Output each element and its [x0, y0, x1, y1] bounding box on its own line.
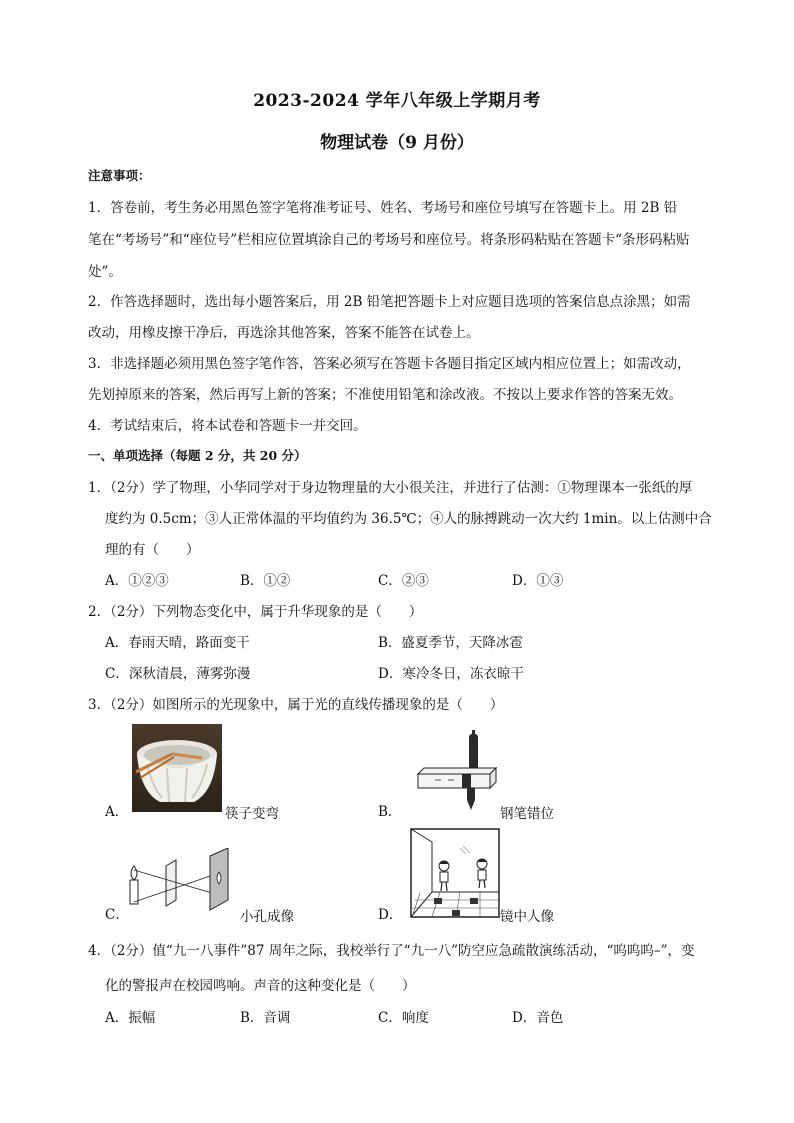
note-4: 4．考试结束后，将本试卷和答题卡一并交回。 — [88, 418, 367, 434]
q1-line-3: 理的有（ ） — [105, 542, 200, 558]
notes-heading: 注意事项： — [88, 168, 151, 183]
q2-option-d: D．寒冷冬日，冻衣晾干 — [378, 666, 524, 682]
q1-line-2: 度约为 0.5cm；③人正常体温的平均值约为 36.5℃；④人的脉搏跳动一次大约 1min。以上估测中合 — [105, 511, 712, 527]
note-3-line-2: 先划掉原来的答案，然后再写上新的答案；不准使用铅笔和涂改液。不按以上要求作答的答案无效。 — [88, 387, 682, 403]
exam-subtitle: 物理试卷（9 月份） — [320, 133, 474, 153]
pen-glass-block-image — [410, 730, 500, 812]
q4-option-b: B．音调 — [240, 1010, 291, 1026]
q4-line-2: 化的警报声在校园鸣响。声音的这种变化是（ ） — [105, 978, 416, 994]
note-2-line-2: 改动，用橡皮擦干净后，再选涂其他答案，答案不能答在试卷上。 — [88, 325, 480, 341]
note-2-line-1: 2．作答选择题时，选出每小题答案后，用 2B 铅笔把答题卡上对应题目选项的答案信息点涂黑；如需 — [88, 294, 691, 310]
q3-stem: 3．（2分）如图所示的光现象中，属于光的直线传播现象的是（ ） — [88, 697, 504, 713]
q1-line-1: 1．（2分）学了物理，小华同学对于身边物理量的大小很关注，并进行了估测：①物理课本一张纸的厚 — [88, 480, 693, 496]
q3-option-d-caption: 镜中人像 — [500, 909, 554, 925]
pinhole-imaging-image — [122, 848, 240, 920]
q4-option-d: D．音色 — [512, 1010, 564, 1026]
q1-option-c: C．②③ — [378, 573, 429, 589]
q2-option-a: A．春雨天晴，路面变干 — [105, 635, 250, 651]
note-1-line-3: 处”。 — [88, 264, 122, 280]
q3-option-c-caption: 小孔成像 — [240, 909, 294, 925]
q3-option-d-label: D． — [378, 907, 403, 923]
q3-option-a-caption: 筷子变弯 — [225, 806, 279, 822]
q4-option-a: A．振幅 — [105, 1010, 156, 1026]
q1-option-a: A．①②③ — [105, 573, 169, 589]
exam-title: 2023-2024 学年八年级上学期月考 — [253, 91, 541, 111]
mirror-reflection-image — [410, 828, 500, 918]
q4-line-1: 4．（2分）值“九一八事件”87 周年之际，我校举行了“九一八”防空应急疏散演练活动，“呜呜呜–”，变 — [88, 943, 695, 959]
bowl-chopsticks-image — [132, 724, 222, 812]
q4-option-c: C．响度 — [378, 1010, 429, 1026]
q1-option-b: B．①② — [240, 573, 291, 589]
q2-option-b: B．盛夏季节，天降冰雹 — [378, 635, 523, 651]
section-1-heading: 一、单项选择（每题 2 分，共 20 分） — [88, 448, 307, 463]
q3-option-b-label: B． — [378, 804, 402, 820]
q3-option-a-label: A． — [105, 804, 129, 820]
q2-stem: 2．（2分）下列物态变化中，属于升华现象的是（ ） — [88, 604, 423, 620]
q1-option-d: D．①③ — [512, 573, 564, 589]
note-1-line-1: 1．答卷前，考生务必用黑色签字笔将准考证号、姓名、考场号和座位号填写在答题卡上。用 2B 铅 — [88, 200, 678, 216]
note-1-line-2: 笔在“考场号”和“座位号”栏相应位置填涂自己的考场号和座位号。将条形码粘贴在答题卡“条形码粘贴 — [88, 232, 690, 248]
q2-option-c: C．深秋清晨，薄雾弥漫 — [105, 666, 251, 682]
q3-option-c-label: C． — [105, 907, 129, 923]
q3-option-b-caption: 钢笔错位 — [500, 806, 554, 822]
note-3-line-1: 3．非选择题必须用黑色签字笔作答，答案必须写在答题卡各题目指定区域内相应位置上；如需改动， — [88, 356, 691, 372]
